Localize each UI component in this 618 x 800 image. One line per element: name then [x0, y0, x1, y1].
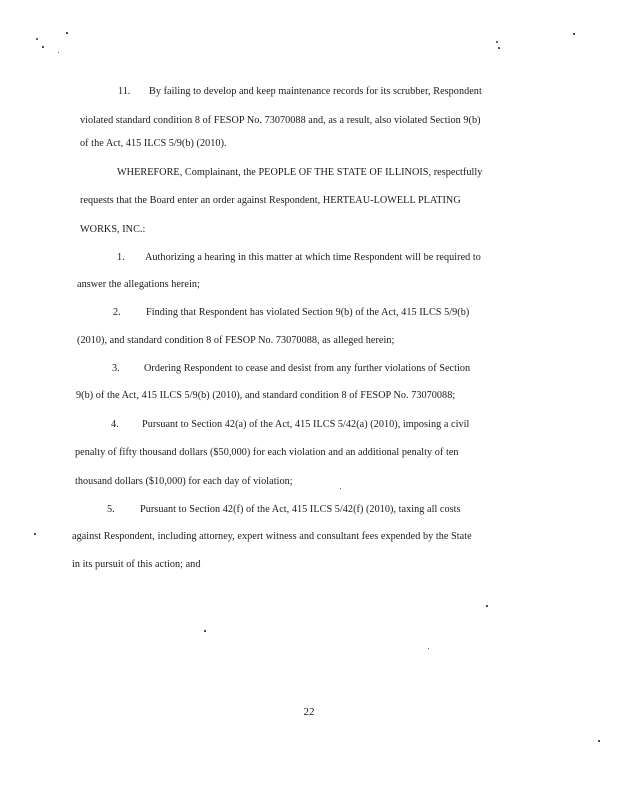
scan-speck [598, 740, 600, 742]
wherefore-line-1: WHEREFORE, Complainant, the PEOPLE OF THE STATE OF ILLINOIS, respectfully [117, 167, 483, 178]
item-4-line-2: penalty of fifty thousand dollars ($50,000) for each violation and an additional penalty of ten [75, 447, 459, 458]
scan-speck [36, 38, 38, 40]
scan-speck [496, 41, 498, 43]
item-2-line-1: Finding that Respondent has violated Section 9(b) of the Act, 415 ILCS 5/9(b) [146, 307, 470, 318]
item-3-line-2: 9(b) of the Act, 415 ILCS 5/9(b) (2010), and standard condition 8 of FESOP No. 73070088; [76, 390, 456, 401]
scan-speck [428, 648, 429, 649]
paragraph-11-number: 11. [118, 86, 131, 97]
scan-speck [42, 46, 44, 48]
item-4-number: 4. [111, 419, 119, 430]
paragraph-11-line-2: violated standard condition 8 of FESOP No. 73070088 and, as a result, also violated Section 9(b) [80, 115, 481, 126]
scan-speck [573, 33, 575, 35]
item-3-number: 3. [112, 363, 120, 374]
item-1-line-2: answer the allegations herein; [77, 279, 200, 290]
item-2-line-2: (2010), and standard condition 8 of FESOP No. 73070088, as alleged herein; [77, 335, 395, 346]
item-5-line-1: Pursuant to Section 42(f) of the Act, 415 ILCS 5/42(f) (2010), taxing all costs [140, 504, 461, 515]
scan-speck [58, 52, 59, 53]
paragraph-11-line-3: of the Act, 415 ILCS 5/9(b) (2010). [80, 138, 227, 149]
scan-speck [498, 47, 500, 49]
page-number: 22 [303, 706, 315, 718]
scan-speck [34, 533, 36, 535]
scan-speck [204, 630, 206, 632]
scan-speck [486, 605, 488, 607]
paragraph-11-line-1: By failing to develop and keep maintenance records for its scrubber, Respondent [149, 86, 482, 97]
scan-speck [340, 488, 341, 489]
item-5-number: 5. [107, 504, 115, 515]
item-3-line-1: Ordering Respondent to cease and desist from any further violations of Section [144, 363, 471, 374]
item-1-number: 1. [117, 252, 125, 263]
wherefore-line-3: WORKS, INC.: [80, 224, 146, 235]
item-4-line-3: thousand dollars ($10,000) for each day of violation; [75, 476, 293, 487]
item-5-line-2: against Respondent, including attorney, expert witness and consultant fees expended by the State [72, 531, 472, 542]
item-2-number: 2. [113, 307, 121, 318]
wherefore-line-2: requests that the Board enter an order against Respondent, HERTEAU-LOWELL PLATING [80, 195, 461, 206]
item-1-line-1: Authorizing a hearing in this matter at which time Respondent will be required to [145, 252, 481, 263]
scan-speck [66, 32, 68, 34]
item-5-line-3: in its pursuit of this action; and [72, 559, 201, 570]
item-4-line-1: Pursuant to Section 42(a) of the Act, 415 ILCS 5/42(a) (2010), imposing a civil [142, 419, 470, 430]
